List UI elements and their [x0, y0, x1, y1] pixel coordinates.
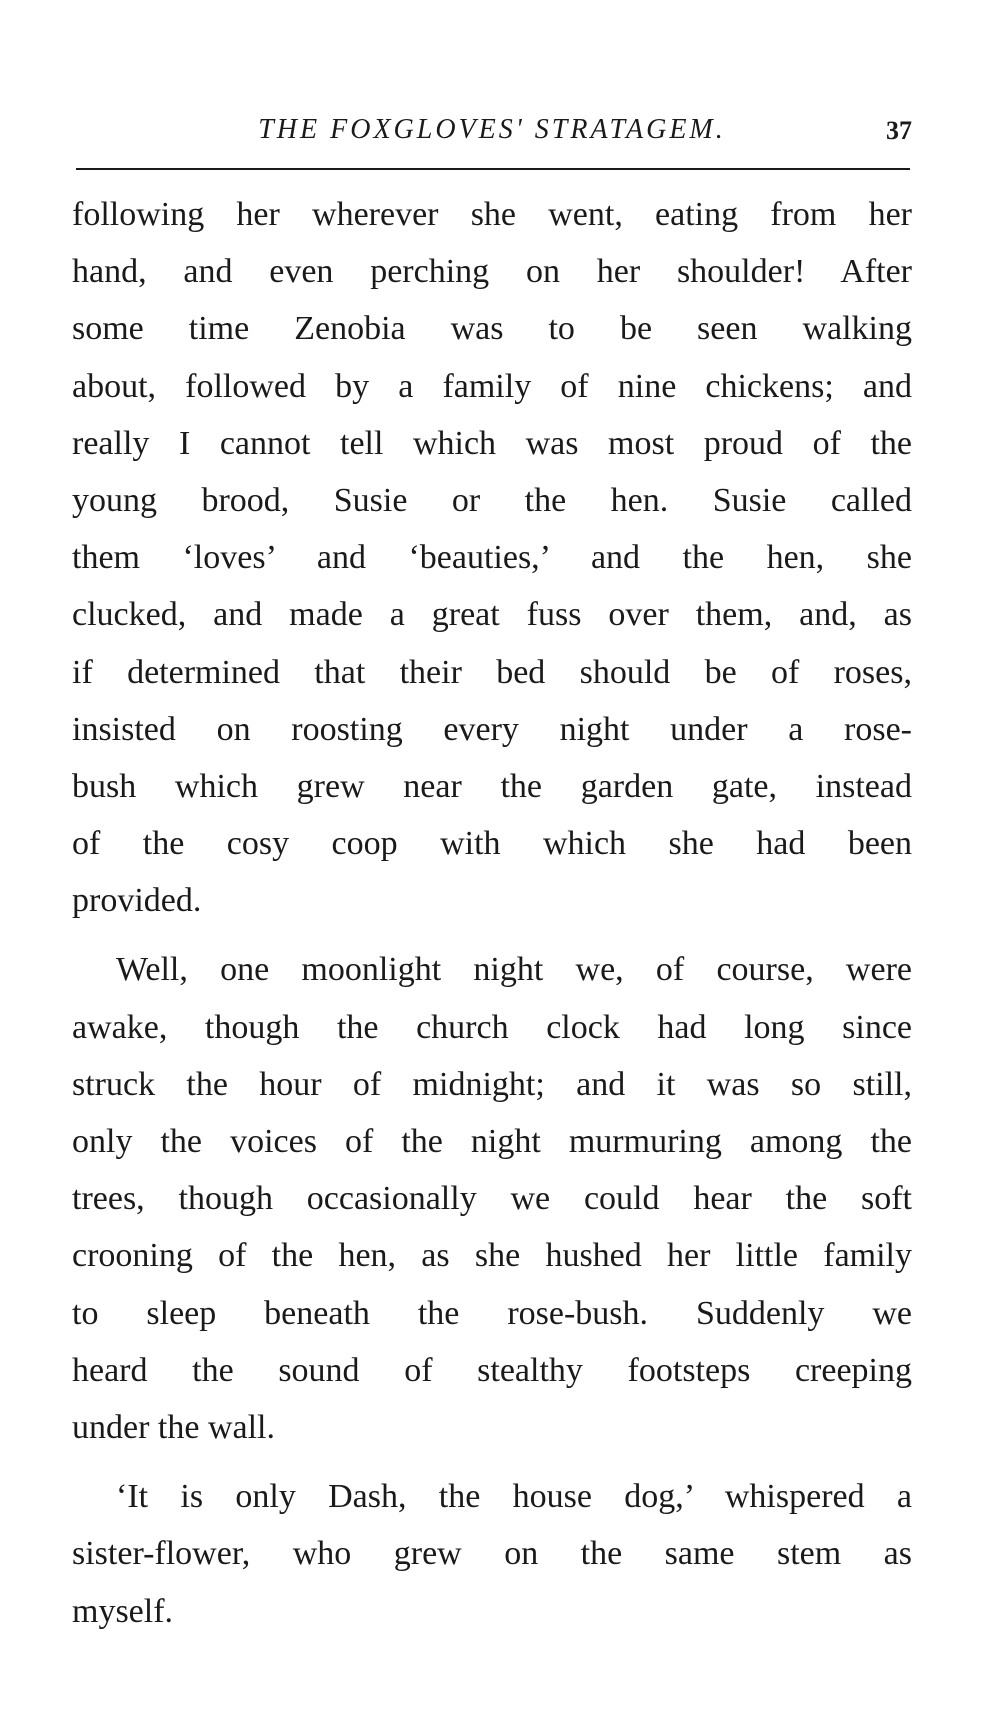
paragraph-2	[72, 941, 912, 1456]
text-line: only the voices of the night murmuring among the	[72, 1123, 912, 1160]
text-line: struck the hour of midnight; and it was so still,	[72, 1065, 912, 1103]
text-line: of the cosy coop with which she had been	[72, 825, 912, 863]
text-line: sister-flower, who grew on the same stem as	[72, 1535, 912, 1573]
text-line: awake, though the church clock had long since	[72, 1008, 912, 1046]
running-title: THE FOXGLOVES' STRATAGEM.	[258, 114, 726, 145]
running-head	[72, 108, 912, 152]
paragraph-3	[72, 1468, 912, 1640]
page-number: 37	[886, 116, 912, 145]
text-line: ‘It is only Dash, the house dog,’ whispered a	[116, 1478, 912, 1516]
text-line: some time Zenobia was to be seen walking	[72, 310, 912, 348]
text-line: hand, and even perching on her shoulder! After	[72, 253, 912, 291]
text-line: provided.	[72, 882, 202, 920]
text-line: really I cannot tell which was most proud of the	[72, 424, 912, 462]
text-line: under the wall.	[72, 1408, 275, 1446]
paragraph-gap	[72, 1456, 912, 1468]
paragraph-gap	[72, 929, 912, 941]
body-text	[72, 186, 912, 1640]
text-line: if determined that their bed should be of roses,	[72, 653, 912, 691]
paragraph-1	[72, 186, 912, 929]
text-line: heard the sound of stealthy footsteps creeping	[72, 1351, 912, 1389]
text-line: following her wherever she went, eating from her	[72, 196, 912, 233]
text-line: Well, one moonlight night we, of course, were	[116, 951, 912, 989]
text-line: insisted on roosting every night under a rose-	[72, 710, 912, 748]
text-line: to sleep beneath the rose-bush. Suddenly we	[72, 1294, 912, 1332]
text-line: myself.	[72, 1592, 174, 1630]
text-line: trees, though occasionally we could hear the soft	[72, 1180, 912, 1218]
text-line: about, followed by a family of nine chickens; and	[72, 367, 912, 405]
text-line: clucked, and made a great fuss over them, and, as	[72, 596, 912, 634]
text-line: crooning of the hen, as she hushed her little family	[72, 1237, 912, 1275]
text-line: young brood, Susie or the hen. Susie called	[72, 481, 912, 519]
text-line: them ‘loves’ and ‘beauties,’ and the hen, she	[72, 539, 912, 577]
header-rule	[76, 168, 910, 170]
text-line: bush which grew near the garden gate, instead	[72, 767, 912, 805]
